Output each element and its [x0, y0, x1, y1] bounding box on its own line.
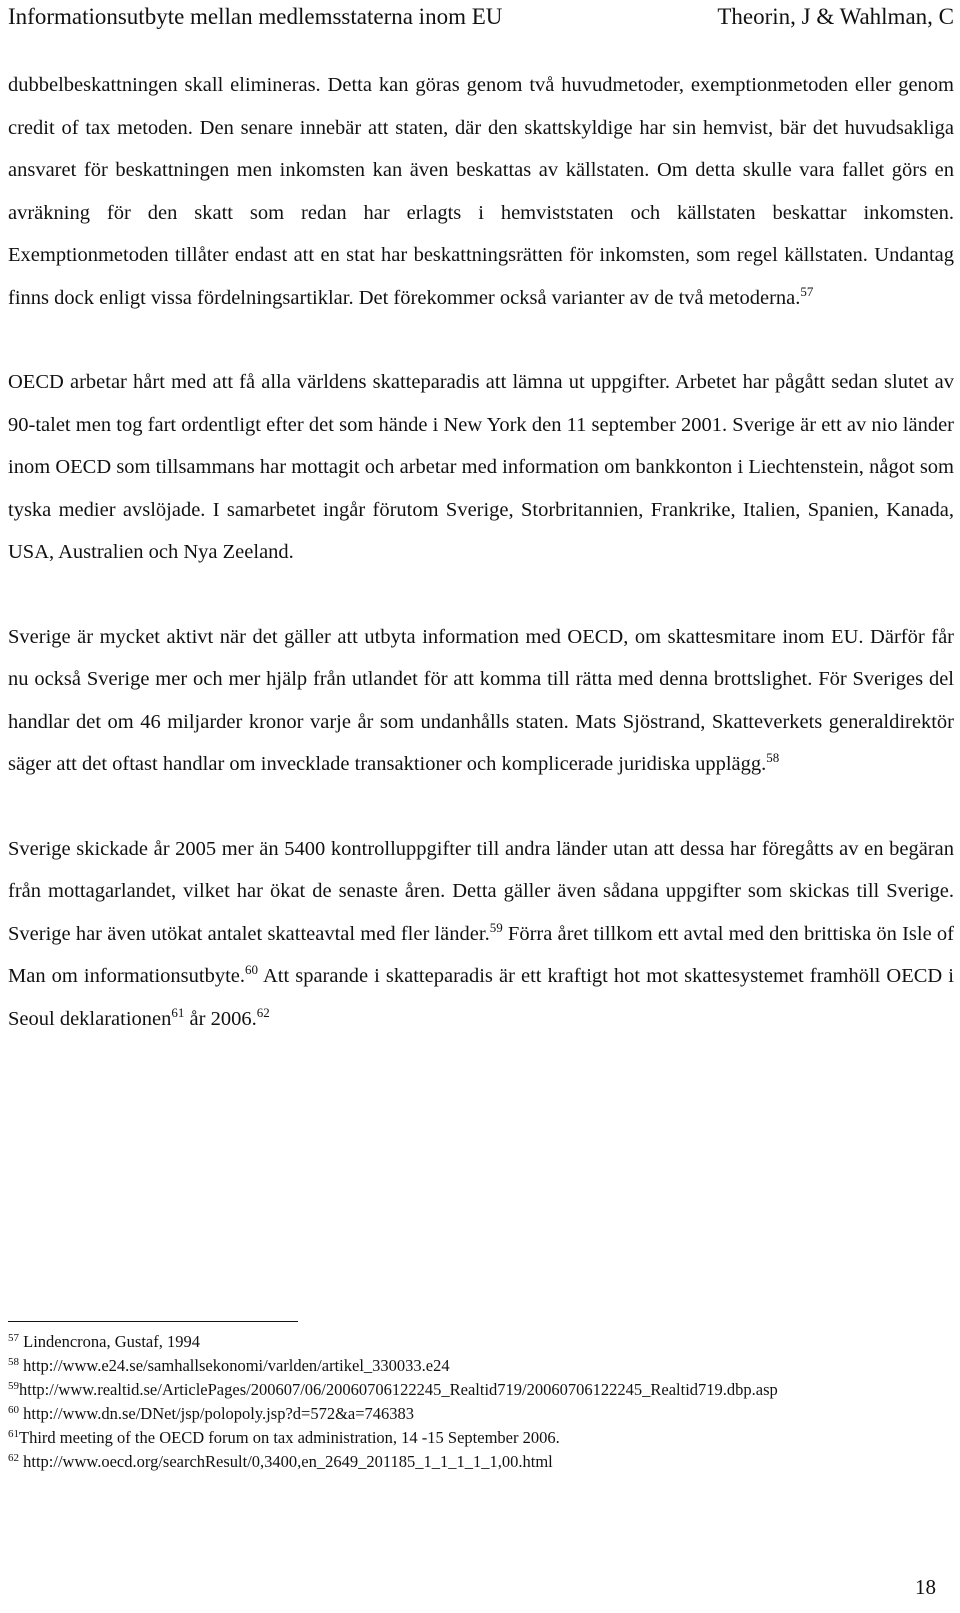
- body-text: [8, 64, 954, 1040]
- paragraph-4-part-a: Sverige skickade år 2005 mer än 5400 kontrolluppgifter till andra länder utan att dessa har föregåtts av en begäran från mottagarlandet, vilket har ökat de senaste åren. Detta gäller även sådana uppgifter som skickas till Sverige. Sverige har även utökat antalet skatteavtal med fler länder.: [8, 837, 954, 945]
- footnote-link[interactable]: http://www.e24.se/samhallsekonomi/varlden/artikel_330033.e24: [19, 1356, 450, 1375]
- footnote-61: [8, 1426, 954, 1450]
- footnote-58: [8, 1354, 954, 1378]
- footnote-ref-59: 59: [489, 919, 503, 935]
- footnote-60: [8, 1402, 954, 1426]
- footnote-62: [8, 1450, 954, 1474]
- paragraph-4: [8, 828, 954, 1041]
- footnote-ref-60: 60: [245, 962, 259, 977]
- footnote-number: 62: [8, 1452, 19, 1464]
- footnote-link[interactable]: http://www.dn.se/DNet/jsp/polopoly.jsp?d=572&a=746383: [19, 1404, 415, 1423]
- footnote-ref-57: 57: [800, 283, 814, 299]
- footnote-number: 57: [8, 1332, 19, 1344]
- footnote-link[interactable]: http://www.realtid.se/ArticlePages/200607/06/20060706122245_Realtid719/20060706122245_Realtid719.dbp.asp: [19, 1380, 778, 1399]
- footnote-number: 59: [8, 1380, 19, 1392]
- footnote-57: [8, 1330, 954, 1354]
- header-title: Informationsutbyte mellan medlemsstaterna inom EU: [8, 4, 503, 29]
- footnote-separator: [8, 1321, 298, 1322]
- footnote-ref-58: 58: [766, 750, 780, 765]
- footnote-text: Lindencrona, Gustaf, 1994: [19, 1332, 200, 1351]
- paragraph-2: [8, 361, 954, 574]
- paragraph-2-text: OECD arbetar hårt med att få alla världens skatteparadis att lämna ut uppgifter. Arbetet har pågått sedan slutet av 90-talet men tog fart ordentligt efter det som hände i New York den 11 september 2001. Sverige är ett av nio länder inom OECD som tillsammans har mottagit och arbetar med information om bankkonton i Liechtenstein, något som tyska medier avslöjade. I samarbetet ingår förutom Sverige, Storbritannien, Frankrike, Italien, Spanien, Kanada, USA, Australien och Nya Zeeland.: [8, 371, 954, 563]
- footnote-number: 61: [8, 1428, 19, 1440]
- footnote-59: [8, 1378, 954, 1402]
- footnote-link[interactable]: http://www.oecd.org/searchResult/0,3400,en_2649_201185_1_1_1_1_1,00.html: [19, 1452, 553, 1471]
- page-number: 18: [915, 1575, 936, 1599]
- paragraph-4-part-c: Att sparande i skatteparadis är ett kraftigt hot mot skattesystemet framhöll OECD i Seoul deklarationen: [8, 965, 954, 1030]
- running-header: [8, 2, 954, 32]
- paragraph-3: [8, 616, 954, 786]
- header-authors: Theorin, J & Wahlman, C: [717, 4, 954, 29]
- footnote-number: 60: [8, 1404, 19, 1416]
- paragraph-4-part-d: år 2006.: [184, 1007, 257, 1030]
- paragraph-1-text: dubbelbeskattningen skall elimineras. Detta kan göras genom två huvudmetoder, exemptionmetoden eller genom credit of tax metoden. Den senare innebär att staten, där den skattskyldige har sin hemvist, bär det huvudsakliga ansvaret för beskattningen men inkomsten kan även beskattas av källstaten. Om detta skulle vara fallet görs en avräkning för den skatt som redan har erlagts i hemviststaten och källstaten beskattar inkomsten. Exemptionmetoden tillåter endast att en stat har beskattningsrätten för inkomsten, som regel källstaten. Undantag finns dock enligt vissa fördelningsartiklar. Det förekommer också varianter av de två metoderna.: [8, 74, 954, 309]
- footnote-ref-62: 62: [256, 1004, 270, 1020]
- footnotes: [8, 1330, 954, 1474]
- footnote-ref-61: 61: [171, 1004, 185, 1020]
- paragraph-1: [8, 64, 954, 319]
- paragraph-3-text: Sverige är mycket aktivt när det gäller att utbyta information med OECD, om skattesmitare inom EU. Därför får nu också Sverige mer och mer hjälp från utlandet för att komma till rätta med denna brottslighet. För Sveriges del handlar det om 46 miljarder kronor varje år som undanhålls staten. Mats Sjöstrand, Skatteverkets generaldirektör säger att det oftast handlar om invecklade transaktioner och komplicerade juridiska upplägg.: [8, 625, 954, 775]
- footnote-text: Third meeting of the OECD forum on tax administration, 14 -15 September 2006.: [19, 1428, 560, 1447]
- footnote-number: 58: [8, 1356, 19, 1368]
- paragraph-4-part-b: Förra året tillkom ett avtal med den brittiska ön Isle of Man om informationsutbyte.: [8, 922, 954, 987]
